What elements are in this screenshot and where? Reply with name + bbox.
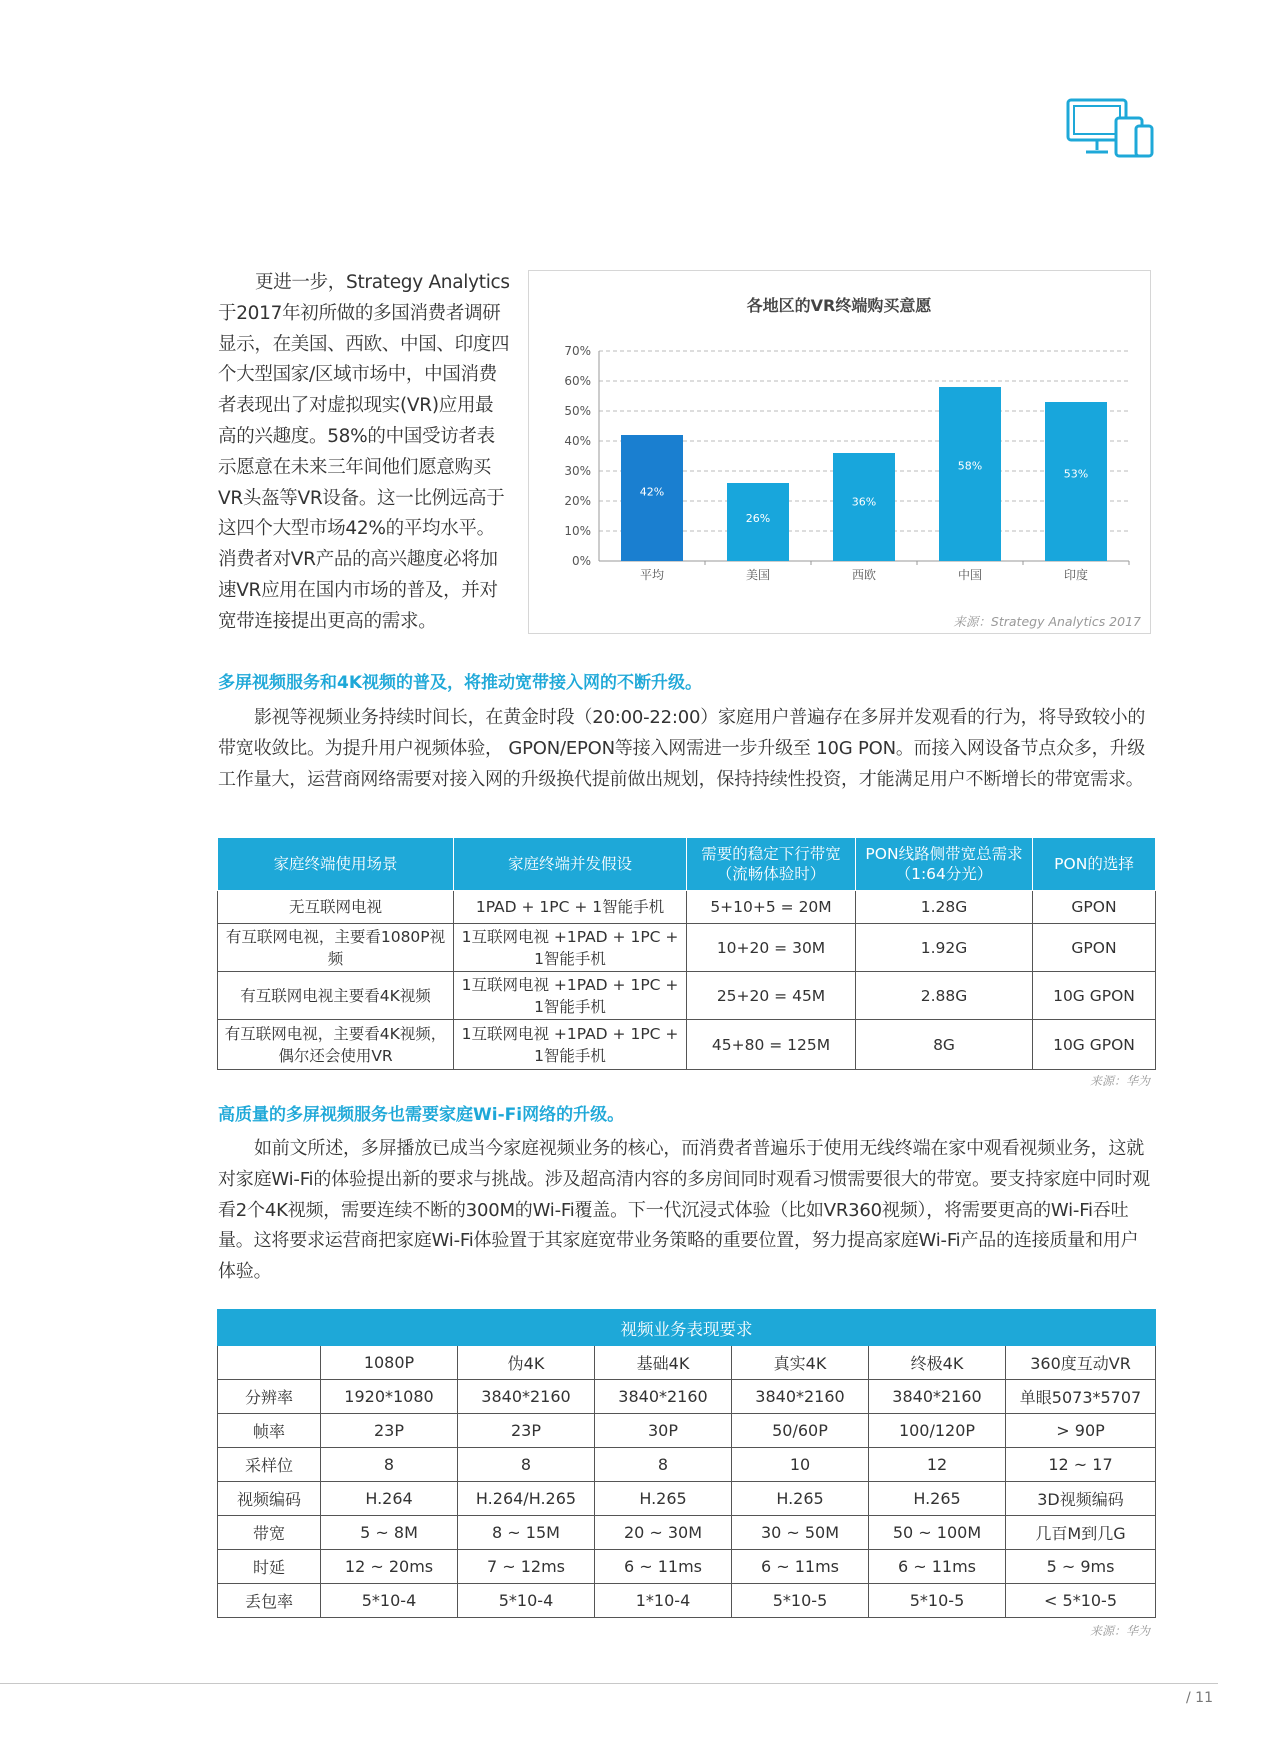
table-cell: 50/60P xyxy=(732,1414,869,1448)
table-row xyxy=(218,1550,1156,1584)
x-category-label: 中国 xyxy=(957,568,983,582)
chart-canvas xyxy=(529,271,1150,633)
table2-source: 来源：华为 xyxy=(1089,1624,1150,1638)
bar-value-label: 58% xyxy=(957,459,983,473)
y-tick-label: 40% xyxy=(564,434,591,448)
table-row xyxy=(218,1448,1156,1482)
table-cell: 1互联网电视 +1PAD + 1PC + 1智能手机 xyxy=(454,972,687,1020)
table-cell: 单眼5073*5707 xyxy=(1006,1380,1156,1414)
y-tick-label: 20% xyxy=(564,494,591,508)
video-requirements-table xyxy=(217,1309,1156,1618)
table-cell: > 90P xyxy=(1006,1414,1156,1448)
table-cell: 100/120P xyxy=(869,1414,1006,1448)
row-label-cell: 丢包率 xyxy=(218,1584,321,1618)
table-cell: 30 ~ 50M xyxy=(732,1516,869,1550)
table-cell: 5 ~ 8M xyxy=(321,1516,458,1550)
y-tick-label: 50% xyxy=(564,404,591,418)
section-heading-wifi: 高质量的多屏视频服务也需要家庭Wi-Fi网络的升级。 xyxy=(218,1105,625,1125)
table-cell: 5*10-5 xyxy=(869,1584,1006,1618)
devices-icon xyxy=(1066,98,1156,160)
bar xyxy=(1045,402,1107,561)
page-number: / 11 xyxy=(1186,1690,1213,1706)
table-cell: 5*10-5 xyxy=(732,1584,869,1618)
bar xyxy=(939,387,1001,561)
table-cell: H.265 xyxy=(869,1482,1006,1516)
table-row xyxy=(218,1020,1156,1070)
table-cell: 3840*2160 xyxy=(458,1380,595,1414)
table-cell: 5+10+5 = 20M xyxy=(687,891,856,924)
table-cell: 10 xyxy=(732,1448,869,1482)
table-cell: H.264 xyxy=(321,1482,458,1516)
y-tick-label: 70% xyxy=(564,344,591,358)
chart-title: 各地区的VR终端购买意愿 xyxy=(746,296,932,315)
table-cell: 1互联网电视 +1PAD + 1PC + 1智能手机 xyxy=(454,924,687,972)
table-cell: 8G xyxy=(856,1020,1033,1070)
table-header-row xyxy=(218,838,1156,891)
intro-paragraph: 更进一步，Strategy Analytics于2017年初所做的多国消费者调研显示，在美国、西欧、中国、印度四个大型国家/区域市场中，中国消费者表现出了对虚拟现实(VR)应用最高的兴趣度。58%的中国受访者表示愿意在未来三年间他们愿意购买VR头盔等VR设备。这一比例远高于这四个大型市场42%的平均水平。消费者对VR产品的高兴趣度必将加速VR应用在国内市场的普及，并对宽带连接提出更高的需求。 xyxy=(218,272,510,632)
table-cell: H.265 xyxy=(595,1482,732,1516)
table-cell: 8 xyxy=(595,1448,732,1482)
table-cell: 8 xyxy=(321,1448,458,1482)
y-tick-label: 60% xyxy=(564,374,591,388)
table-cell: 1920*1080 xyxy=(321,1380,458,1414)
y-tick-label: 0% xyxy=(571,554,591,568)
table-cell: 10+20 = 30M xyxy=(687,924,856,972)
table-cell: 23P xyxy=(458,1414,595,1448)
table-header-row xyxy=(218,1346,1156,1380)
table-cell: 5 ~ 9ms xyxy=(1006,1550,1156,1584)
table-cell: 7 ~ 12ms xyxy=(458,1550,595,1584)
footer-divider xyxy=(0,1683,1218,1684)
table-header-cell: 1080P xyxy=(321,1346,458,1380)
table-cell: 50 ~ 100M xyxy=(869,1516,1006,1550)
table-cell: 6 ~ 11ms xyxy=(869,1550,1006,1584)
table-row xyxy=(218,924,1156,972)
table-cell: 无互联网电视 xyxy=(218,891,454,924)
table-row xyxy=(218,1482,1156,1516)
bar-value-label: 42% xyxy=(639,485,665,499)
table-cell: 5*10-4 xyxy=(321,1584,458,1618)
table-cell: 23P xyxy=(321,1414,458,1448)
table-cell: 30P xyxy=(595,1414,732,1448)
x-category-label: 美国 xyxy=(745,568,771,582)
pon-bandwidth-table xyxy=(217,837,1156,1070)
table-cell: 有互联网电视主要看4K视频 xyxy=(218,972,454,1020)
table-cell: H.265 xyxy=(732,1482,869,1516)
table-cell: 3840*2160 xyxy=(595,1380,732,1414)
table-cell: GPON xyxy=(1033,924,1156,972)
y-tick-label: 30% xyxy=(564,464,591,478)
table-header-cell: 基础4K xyxy=(595,1346,732,1380)
x-category-label: 平均 xyxy=(639,568,665,582)
table-cell: 10G GPON xyxy=(1033,972,1156,1020)
bar-value-label: 36% xyxy=(851,495,877,509)
table-header-cell: 真实4K xyxy=(732,1346,869,1380)
table-header-cell: 伪4K xyxy=(458,1346,595,1380)
row-label-cell: 采样位 xyxy=(218,1448,321,1482)
x-category-label: 印度 xyxy=(1063,568,1089,582)
chart-source: 来源：Strategy Analytics 2017 xyxy=(953,614,1141,629)
section-heading-broadband: 多屏视频服务和4K视频的普及，将推动宽带接入网的不断升级。 xyxy=(218,673,703,693)
table-cell: 12 ~ 17 xyxy=(1006,1448,1156,1482)
table-cell: 12 ~ 20ms xyxy=(321,1550,458,1584)
section-paragraph-wifi: 如前文所述，多屏播放已成当今家庭视频业务的核心，而消费者普遍乐于使用无线终端在家中观看视频业务，这就对家庭Wi-Fi的体验提出新的要求与挑战。涉及超高清内容的多房间同时观看习惯需要很大的带宽。要支持家庭中同时观看2个4K视频，需要连续不断的300M的Wi-Fi覆盖。下一代沉浸式体验（比如VR360视频），将需要更高的Wi-Fi吞吐量。这将要求运营商把家庭Wi-Fi体验置于其家庭宽带业务策略的重要位置，努力提高家庭Wi-Fi产品的连接质量和用户体验。 xyxy=(218,1138,1150,1283)
table-cell: 1.92G xyxy=(856,924,1033,972)
row-label-cell: 帧率 xyxy=(218,1414,321,1448)
table-row xyxy=(218,891,1156,924)
table-cell: < 5*10-5 xyxy=(1006,1584,1156,1618)
table-row xyxy=(218,1584,1156,1618)
vr-purchase-chart xyxy=(528,270,1151,634)
table-row xyxy=(218,1414,1156,1448)
table-cell: GPON xyxy=(1033,891,1156,924)
table-cell: 1.28G xyxy=(856,891,1033,924)
table1-source: 来源：华为 xyxy=(1089,1074,1150,1088)
table-cell: 1PAD + 1PC + 1智能手机 xyxy=(454,891,687,924)
table-cell: 3D视频编码 xyxy=(1006,1482,1156,1516)
table-cell: H.264/H.265 xyxy=(458,1482,595,1516)
table-cell: 3840*2160 xyxy=(732,1380,869,1414)
table-cell: 几百M到几G xyxy=(1006,1516,1156,1550)
table-cell: 6 ~ 11ms xyxy=(732,1550,869,1584)
row-label-cell: 分辨率 xyxy=(218,1380,321,1414)
table-cell: 3840*2160 xyxy=(869,1380,1006,1414)
y-tick-label: 10% xyxy=(564,524,591,538)
table-row xyxy=(218,1380,1156,1414)
table-cell: 有互联网电视，主要看1080P视频 xyxy=(218,924,454,972)
table-row xyxy=(218,972,1156,1020)
table-header-cell xyxy=(218,1346,321,1380)
table-cell: 45+80 = 125M xyxy=(687,1020,856,1070)
bar-value-label: 26% xyxy=(745,512,771,526)
table-row xyxy=(218,1516,1156,1550)
table-cell: 25+20 = 45M xyxy=(687,972,856,1020)
table-header-cell: PON的选择 xyxy=(1033,838,1156,891)
table-cell: 8 ~ 15M xyxy=(458,1516,595,1550)
table-header-cell: PON线路侧带宽总需求（1:64分光） xyxy=(856,838,1033,891)
table-header-cell: 家庭终端使用场景 xyxy=(218,838,454,891)
table-caption: 视频业务表现要求 xyxy=(218,1310,1156,1346)
table-cell: 5*10-4 xyxy=(458,1584,595,1618)
table-header-cell: 家庭终端并发假设 xyxy=(454,838,687,891)
section-paragraph-broadband: 影视等视频业务持续时间长，在黄金时段（20:00-22:00）家庭用户普遍存在多屏并发观看的行为，将导致较小的带宽收敛比。为提升用户视频体验， GPON/EPON等接入网需进一步升级至 10G PON。而接入网设备节点众多，升级工作量大，运营商网络需要对接入网的升级换代提前做出规划，保持持续性投资，才能满足用户不断增长的带宽需求。 xyxy=(218,707,1146,790)
row-label-cell: 带宽 xyxy=(218,1516,321,1550)
table-cell: 12 xyxy=(869,1448,1006,1482)
table-cell: 8 xyxy=(458,1448,595,1482)
row-label-cell: 时延 xyxy=(218,1550,321,1584)
table-cell: 10G GPON xyxy=(1033,1020,1156,1070)
table-cell: 20 ~ 30M xyxy=(595,1516,732,1550)
bar-value-label: 53% xyxy=(1063,467,1089,481)
table-header-cell: 终极4K xyxy=(869,1346,1006,1380)
row-label-cell: 视频编码 xyxy=(218,1482,321,1516)
table-cell: 有互联网电视，主要看4K视频，偶尔还会使用VR xyxy=(218,1020,454,1070)
table-header-cell: 需要的稳定下行带宽（流畅体验时） xyxy=(687,838,856,891)
table-cell: 1互联网电视 +1PAD + 1PC + 1智能手机 xyxy=(454,1020,687,1070)
table-header-cell: 360度互动VR xyxy=(1006,1346,1156,1380)
table-cell: 2.88G xyxy=(856,972,1033,1020)
table-cell: 6 ~ 11ms xyxy=(595,1550,732,1584)
table-cell: 1*10-4 xyxy=(595,1584,732,1618)
x-category-label: 西欧 xyxy=(851,568,877,582)
